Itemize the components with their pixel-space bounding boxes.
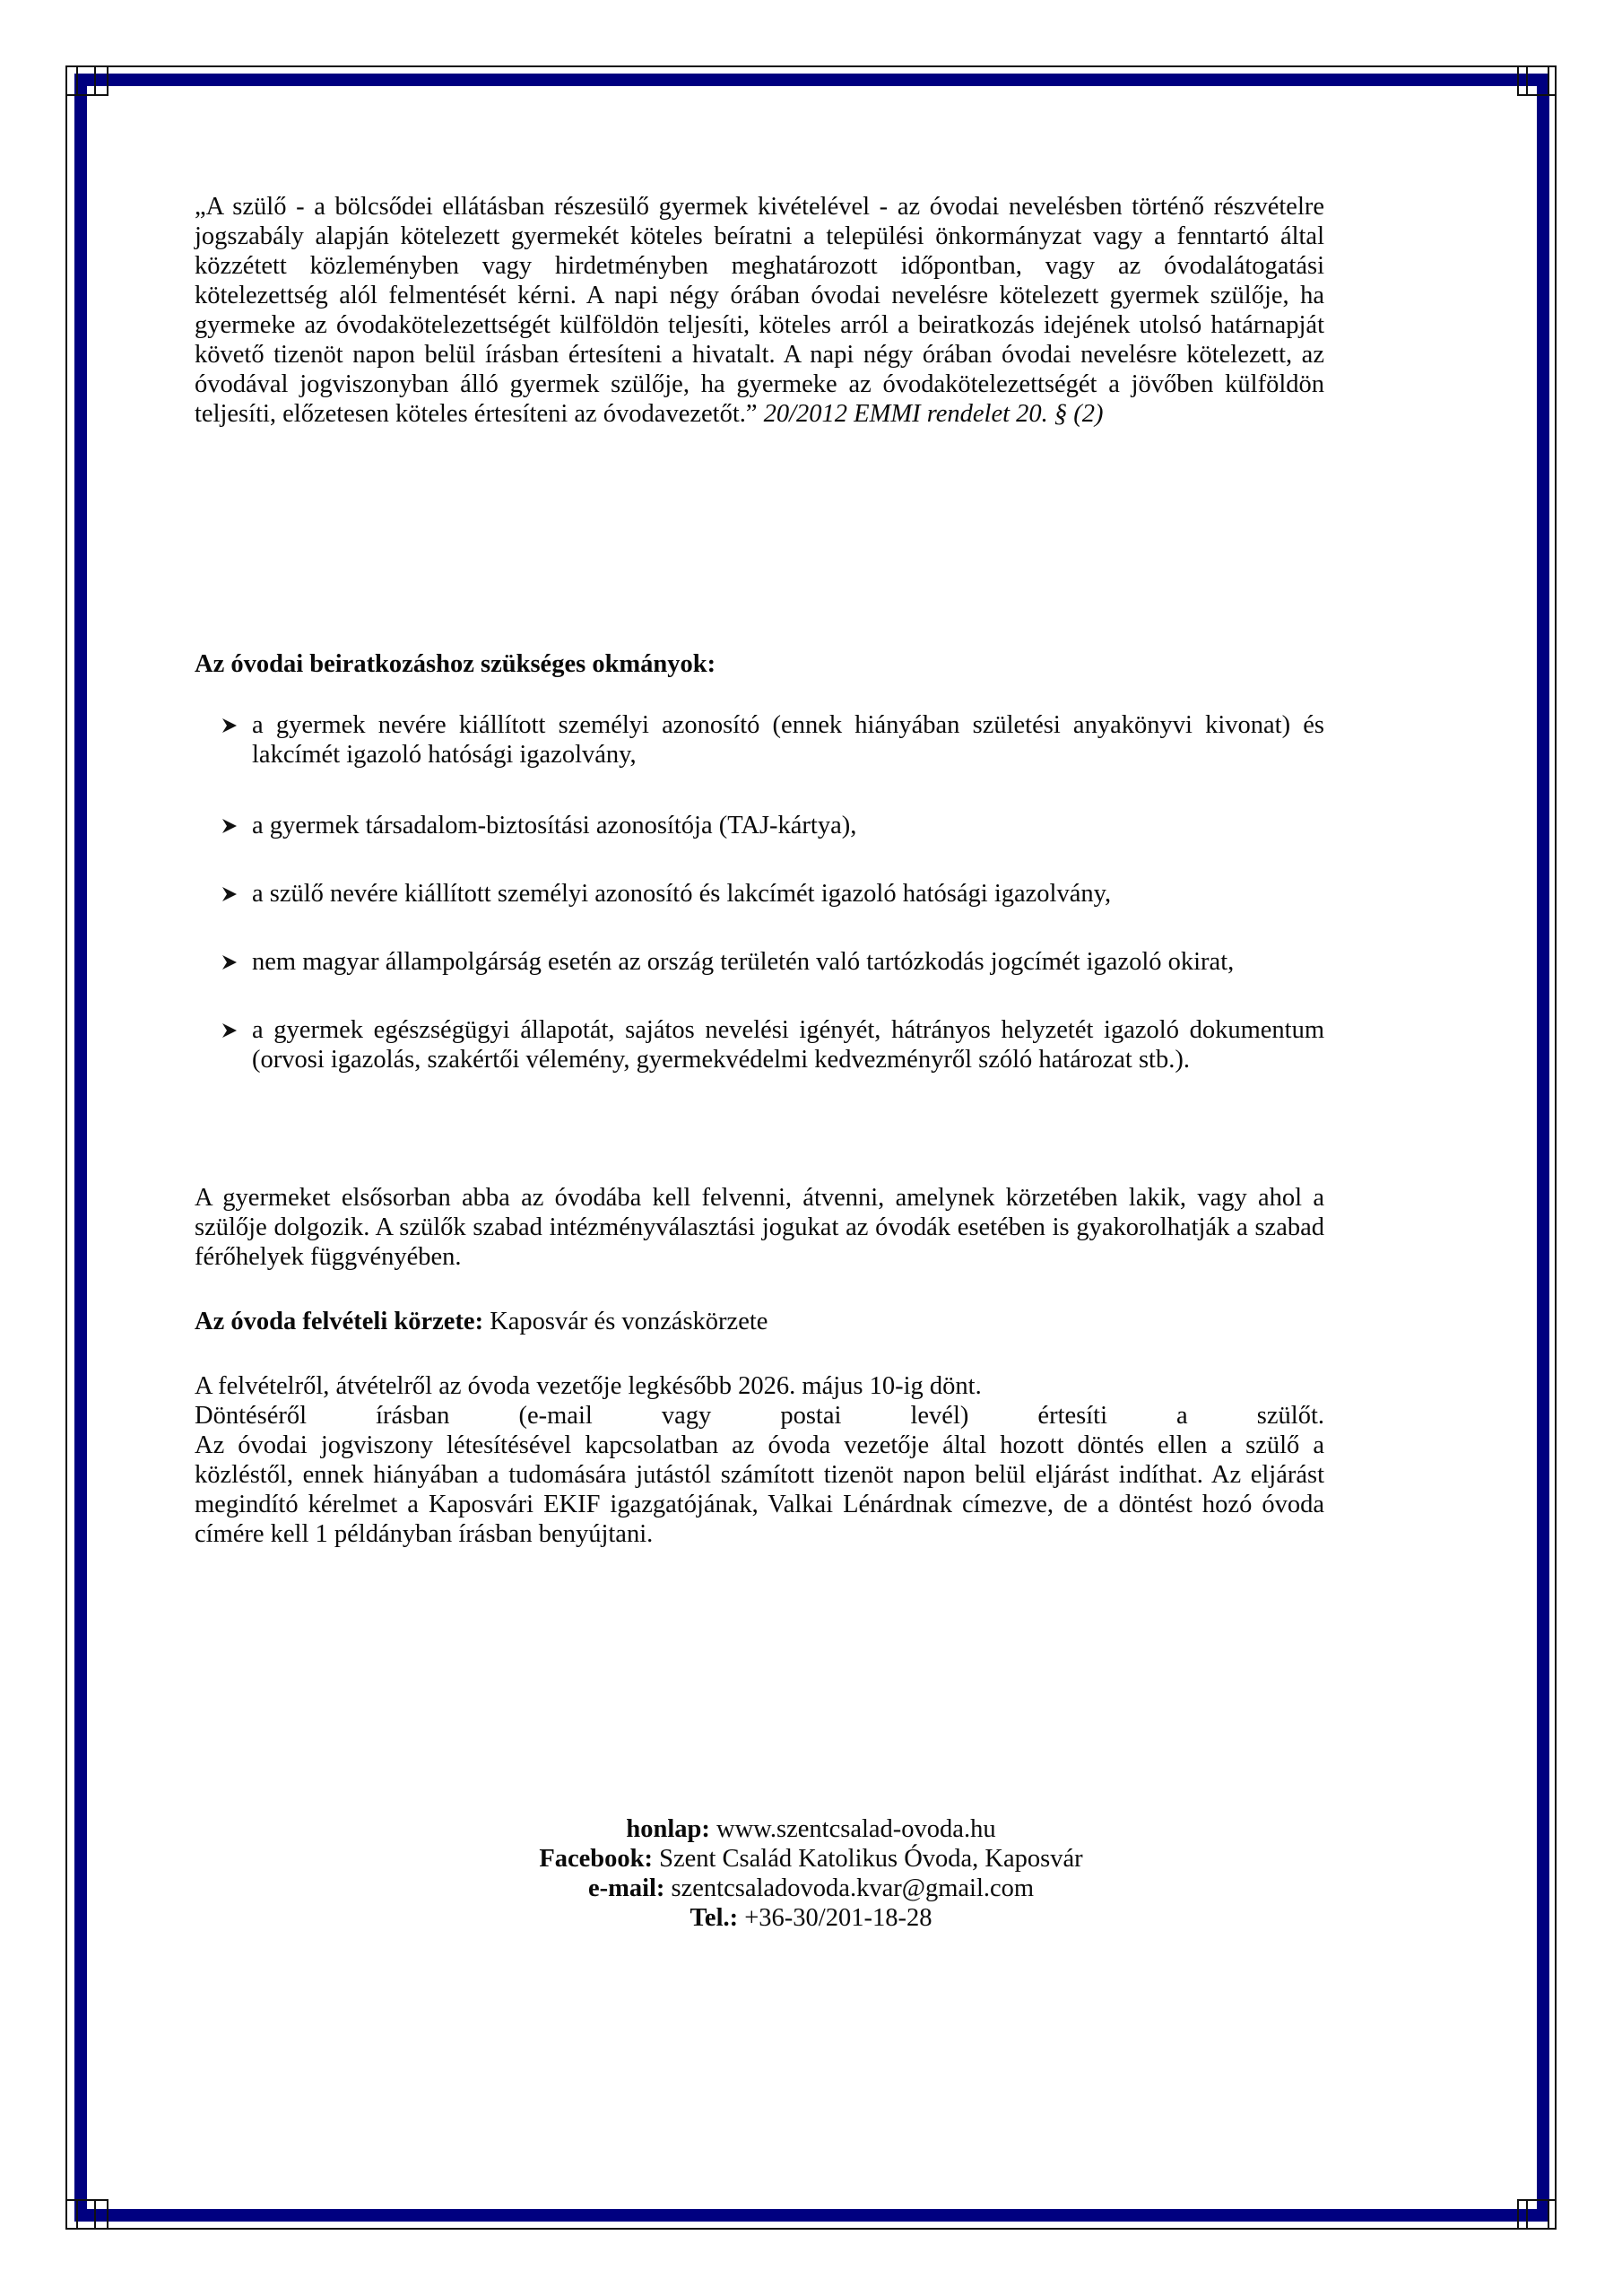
legal-citation: 20/2012 EMMI rendelet 20. § (2): [763, 400, 1104, 428]
contact-facebook: [0, 1844, 1622, 1874]
admission-paragraph: A gyermeket elsősorban abba az óvodába kell felvenni, átvenni, amelynek körzetében lakik, vagy ahol a szülője dolgozik. A szülők szabad intézményválasztási jogukat az óvodák esetében is gyakorolhatják a szabad férőhelyek függvényében.: [195, 1184, 1324, 1271]
district-value: Kaposvár és vonzáskörzete: [490, 1308, 768, 1335]
website-label: honlap:: [626, 1815, 710, 1843]
corner-ornament-bottom-left-inner: [76, 2199, 108, 2230]
website-link[interactable]: www.szentcsalad-ovoda.hu: [716, 1815, 996, 1843]
decision-section: [195, 1371, 1324, 1549]
email-label: e-mail:: [587, 1874, 665, 1902]
phone-label: Tel.:: [690, 1904, 739, 1932]
email-link[interactable]: szentcsaladovoda.kvar@gmail.com: [671, 1874, 1035, 1902]
phone-value: +36-30/201-18-28: [744, 1904, 932, 1932]
corner-ornament-bottom-right-inner: [1517, 2199, 1549, 2230]
admission-district: [195, 1307, 768, 1336]
list-item: a gyermek társadalom-biztosítási azonosítója (TAJ-kártya),: [195, 811, 1324, 840]
intro-quote-paragraph: [195, 192, 1324, 429]
arrow-bullet-icon: [221, 1015, 238, 1045]
arrow-bullet-icon: [221, 811, 238, 840]
contact-phone: [0, 1903, 1622, 1933]
contact-website: [0, 1814, 1622, 1844]
arrow-bullet-icon: [221, 947, 238, 977]
required-documents-list: [195, 710, 1324, 1074]
list-item: a gyermek egészségügyi állapotát, sajátos nevelési igényét, hátrányos helyzetét igazoló dokumentum (orvosi igazolás, szakértői vélemény, gyermekvédelmi kedvezményről szóló határozat stb.).: [195, 1015, 1324, 1074]
contact-email: [0, 1874, 1622, 1903]
list-item: nem magyar állampolgárság esetén az ország területén való tartózkodás jogcímét igazoló okirat,: [195, 947, 1324, 977]
documents-heading: Az óvodai beiratkozáshoz szükséges okmányok:: [195, 650, 716, 678]
corner-ornament-top-right-inner: [1517, 65, 1549, 96]
decision-line: A felvételről, átvételről az óvoda vezetője legkésőbb 2026. május 10-ig dönt.: [195, 1372, 982, 1400]
contact-block: [0, 1814, 1622, 1933]
corner-ornament-top-left-inner: [76, 65, 108, 96]
facebook-label: Facebook:: [539, 1845, 653, 1873]
arrow-bullet-icon: [221, 879, 238, 909]
intro-quote-text: „A szülő - a bölcsődei ellátásban részesülő gyermek kivételével - az óvodai nevelésben történő részvételre jogszabály alapján kötelezett gyermekét köteles beíratni a települési önkormányzat vagy a fenntartó által közzétett közleményben vagy hirdetményben meghatározott időpontban, vagy az óvodalátogatási kötelezettség alól felmentését kérni. A napi négy órában óvodai nevelésre kötelezett gyermek szülője, ha gyermeke az óvodakötelezettségét külföldön teljesíti, köteles arról a beiratkozás idejének utolsó határnapját követő tizenöt napon belül írásban értesíteni a hivatalt. A napi négy órában óvodai nevelésre kötelezett, az óvodával jogviszonyban álló gyermek szülője, ha gyermeke az óvodakötelezettségét a jövőben külföldön teljesíti, előzetesen köteles értesíteni az óvodavezetőt.”: [195, 193, 1324, 428]
list-item: a gyermek nevére kiállított személyi azonosító (ennek hiányában születési anyakönyvi kivonat) és lakcímét igazoló hatósági igazolvány,: [195, 710, 1324, 770]
appeal-paragraph: Az óvodai jogviszony létesítésével kapcsolatban az óvoda vezetője által hozott döntés ellen a szülő a közléstől, ennek hiányában a tudomására jutástól számított tizenöt napon belül eljárást indíthat. Az eljárást megindító kérelmet a Kaposvári EKIF igazgatójának, Valkai Lénárdnak címezve, de a döntést hozó óvoda címére kell 1 példányban írásban benyújtani.: [195, 1431, 1324, 1548]
facebook-value: Szent Család Katolikus Óvoda, Kaposvár: [659, 1845, 1083, 1873]
list-item: a szülő nevére kiállított személyi azonosító és lakcímét igazoló hatósági igazolvány,: [195, 879, 1324, 909]
arrow-bullet-icon: [221, 710, 238, 740]
notification-line: Döntéséről írásban (e-mail vagy postai levél) értesíti a szülőt.: [195, 1402, 1324, 1430]
district-label: Az óvoda felvételi körzete:: [195, 1308, 484, 1335]
